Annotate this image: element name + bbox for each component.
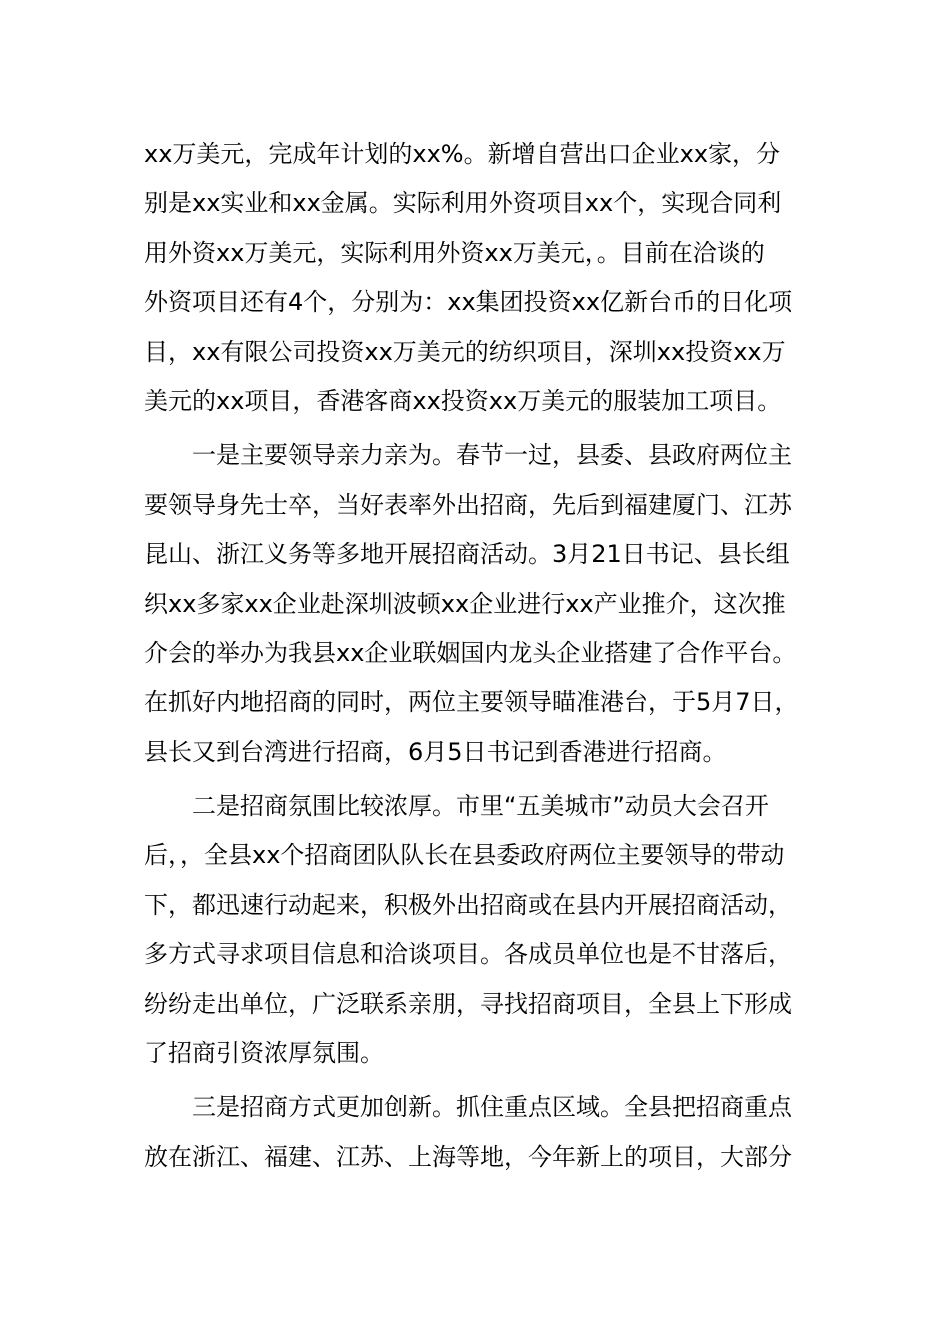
text-line: 后，，全县xx个招商团队队长在县委政府两位主要领导的带动	[144, 841, 785, 870]
text-line: 别是xx实业和xx金属。实际利用外资项目xx个，实现合同利	[144, 189, 782, 218]
text-line: 在抓好内地招商的同时，两位主要领导瞄准港台，于5月7日，	[144, 688, 799, 717]
text-line: 用外资xx万美元，实际利用外资xx万美元，。目前在洽谈的	[144, 238, 765, 267]
paragraph-4	[144, 1083, 814, 1182]
text-line: 纷纷走出单位，广泛联系亲朋，寻找招商项目，全县上下形成	[144, 989, 792, 1018]
text-line: xx万美元，完成年计划的xx%。新增自营出口企业xx家，分	[144, 140, 781, 168]
document-body	[144, 130, 814, 1182]
text-line: 多方式寻求项目信息和洽谈项目。各成员单位也是不甘落后，	[144, 940, 792, 969]
paragraph-3	[144, 782, 814, 1078]
paragraph-2	[144, 431, 814, 777]
text-line: 外资项目还有4个，分别为：xx集团投资xx亿新台币的日化项	[144, 288, 793, 317]
text-line: 目，xx有限公司投资xx万美元的纺织项目，深圳xx投资xx万	[144, 337, 786, 366]
text-line: 一是主要领导亲力亲为。春节一过，县委、县政府两位主	[192, 441, 792, 470]
paragraph-1	[144, 130, 814, 426]
text-line: 昆山、浙江义务等多地开展招商活动。3月21日书记、县长组	[144, 540, 790, 569]
text-line: 下，都迅速行动起来，积极外出招商或在县内开展招商活动，	[144, 890, 792, 919]
text-line: 二是招商氛围比较浓厚。市里“五美城市”动员大会召开	[192, 792, 769, 821]
text-line: 美元的xx项目，香港客商xx投资xx万美元的服装加工项目。	[144, 386, 782, 415]
text-line: 要领导身先士卒，当好表率外出招商，先后到福建厦门、江苏	[144, 490, 792, 519]
text-line: 县长又到台湾进行招商，6月5日书记到香港进行招商。	[144, 737, 727, 766]
text-line: 织xx多家xx企业赴深圳波顿xx企业进行xx产业推介，这次推	[144, 589, 786, 618]
text-line: 放在浙江、福建、江苏、上海等地，今年新上的项目，大部分	[144, 1142, 792, 1171]
text-line: 三是招商方式更加创新。抓住重点区域。全县把招商重点	[192, 1093, 792, 1122]
text-line: 了招商引资浓厚氛围。	[144, 1039, 384, 1068]
text-line: 介会的举办为我县xx企业联姻国内龙头企业搭建了合作平台。	[144, 638, 797, 667]
